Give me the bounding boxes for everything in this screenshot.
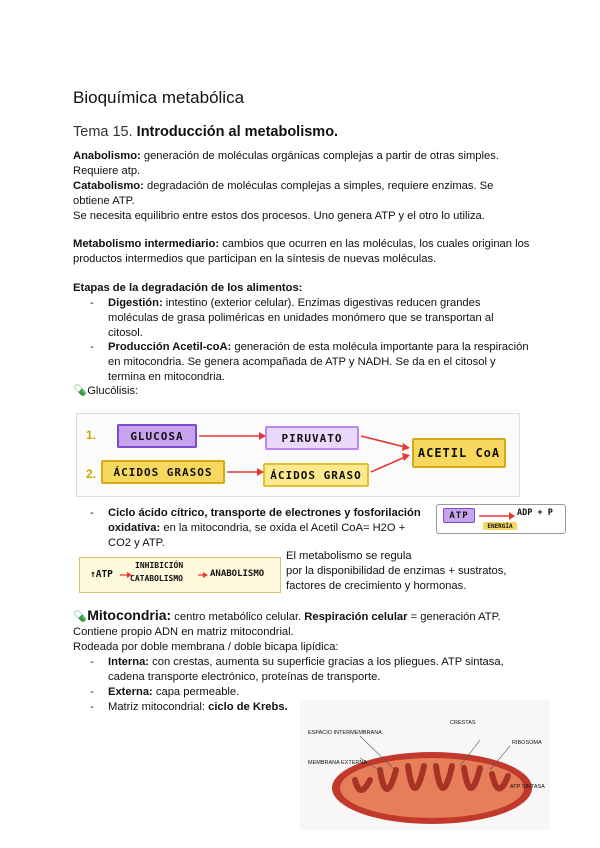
arrow-acidos-acetil <box>371 457 405 472</box>
interna-line-2: cadena transporte electrónico, proteínas de transporte. <box>108 671 381 683</box>
glucolisis-diagram <box>76 413 520 497</box>
acetil-coa-box: ACETIL CoA <box>412 438 506 468</box>
bullet-dash: - <box>90 507 94 519</box>
glucolisis-label: Glucólisis: <box>87 385 139 397</box>
glucolisis-line <box>73 384 138 400</box>
bullet-dash: - <box>90 701 94 713</box>
adp-label: ADP + P <box>517 508 553 518</box>
matriz-line <box>108 700 288 716</box>
ciclo-label-2: oxidativa: <box>108 522 161 534</box>
ciclo-line-1 <box>108 506 421 522</box>
mitocondria-text-2: = generación ATP. <box>407 611 501 623</box>
bullet-dash: - <box>90 297 94 309</box>
regula-text-1: El metabolismo se regula <box>286 550 412 562</box>
intermediario-text: cambios que ocurren en las moléculas, los cuales originan los <box>219 238 530 250</box>
regulation-diagram <box>79 557 281 593</box>
pill-icon: 💊︎ <box>73 611 88 623</box>
atp-arrow <box>477 509 517 523</box>
diagram-number-2: 2. <box>86 467 97 481</box>
catabolismo-label: Catabolismo: <box>73 180 144 192</box>
mito-label-ribosoma: RIBOSOMA <box>512 740 542 746</box>
document-title: Bioquímica metabólica <box>73 88 245 107</box>
ciclo-text-2: en la mitocondria, se oxida el Acetil CoA= H2O + <box>160 522 406 534</box>
energia-label: ENERGÍA <box>483 522 517 530</box>
ciclo-label-1: Ciclo ácido cítrico, transporte de electrones y fosforilación <box>108 507 421 519</box>
produccion-label: Producción Acetil-coA: <box>108 341 232 353</box>
acidos-graso-box: ÁCIDOS GRASO <box>263 463 369 487</box>
digestion-line <box>108 296 480 312</box>
interna-label: Interna: <box>108 656 150 668</box>
mito-label-atp-sintasa: ATP SINTASA <box>510 784 545 790</box>
matriz-label: ciclo de Krebs. <box>208 701 288 713</box>
anabolismo-text: generación de moléculas orgánicas complejas a partir de otras simples. <box>140 150 499 162</box>
regula-atp: ↑ATP <box>90 569 113 580</box>
digestion-line-3: citosol. <box>108 327 143 339</box>
intermediario-line-2: productos intermedios que participan en la síntesis de nuevas moléculas. <box>73 253 437 265</box>
produccion-line-2: en mitocondria. Se genera acompañada de ATP y NADH. Se da en el citosol y <box>108 356 496 368</box>
catabolismo-line <box>73 179 493 195</box>
mitocondria-adn: Contiene propio ADN en matriz mitocondrial. <box>73 626 294 638</box>
digestion-label: Digestión: <box>108 297 163 309</box>
ciclo-line-2 <box>108 521 405 537</box>
diagram-number-1: 1. <box>86 428 97 442</box>
mito-label-membrana-externa: MEMBRANA EXTERNA <box>308 760 367 766</box>
atp-label: ATP <box>443 508 475 523</box>
mitochondria-illustration <box>300 700 550 830</box>
bullet-dash: - <box>90 656 94 668</box>
anabolismo-line-2: Requiere atp. <box>73 165 141 177</box>
topic-prefix: Tema 15. <box>73 124 137 140</box>
arrow-piruvato-acetil <box>361 436 405 447</box>
mitocondria-membrana: Rodeada por doble membrana / doble bicapa lipídica: <box>73 641 339 653</box>
equilibrio-text: Se necesita equilibrio entre estos dos procesos. Uno genera ATP y el otro lo utiliza. <box>73 210 485 222</box>
externa-label: Externa: <box>108 686 153 698</box>
piruvato-box: PIRUVATO <box>265 426 359 450</box>
externa-line <box>108 685 239 701</box>
catabolismo-text: degradación de moléculas complejas a simples, requiere enzimas. Se <box>143 180 494 192</box>
matriz-text: Matriz mitocondrial: <box>108 701 209 713</box>
topic-heading <box>73 124 338 140</box>
etapas-heading <box>73 281 302 297</box>
regula-anabolismo: ANABOLISMO <box>210 569 265 579</box>
bullet-dash: - <box>90 341 94 353</box>
diagram-arrows <box>77 414 519 496</box>
mitocondria-title: Mitocondria: <box>87 607 172 623</box>
respiracion-label: Respiración celular <box>304 611 408 623</box>
anabolismo-line <box>73 149 499 165</box>
mito-label-crestas: CRESTAS <box>450 720 476 726</box>
interna-text: con crestas, aumenta su superficie gracias a los pliegues. ATP sintasa, <box>149 656 504 668</box>
regula-text-3: factores de crecimiento y hormonas. <box>286 580 467 592</box>
regula-inhibicion: INHIBICIÓN <box>135 561 184 570</box>
interna-line <box>108 655 504 671</box>
mito-label-espacio: ESPACIO INTERMEMBRANA <box>308 730 382 736</box>
intermediario-line <box>73 237 529 253</box>
regula-text-2: por la disponibilidad de enzimas + sustratos, <box>286 565 507 577</box>
anabolismo-label: Anabolismo: <box>73 150 141 162</box>
regula-catabolismo: CATABOLISMO <box>130 574 183 583</box>
mitocondria-line <box>73 608 501 626</box>
topic-title: Introducción al metabolismo. <box>136 124 339 140</box>
externa-text: capa permeable. <box>152 686 240 698</box>
produccion-line <box>108 340 529 356</box>
glucosa-box: GLUCOSA <box>117 424 197 448</box>
etapas-heading-text: Etapas de la degradación de los alimentos: <box>73 282 303 294</box>
acidos-grasos-box: ÁCIDOS GRASOS <box>101 460 225 484</box>
bullet-dash: - <box>90 686 94 698</box>
produccion-line-3: termina en mitocondria. <box>108 371 225 383</box>
intermediario-label: Metabolismo intermediario: <box>73 238 220 250</box>
digestion-text: intestino (exterior celular). Enzimas digestivas reducen grandes <box>162 297 481 309</box>
catabolismo-line-2: obtiene ATP. <box>73 195 135 207</box>
ciclo-line-3: CO2 y ATP. <box>108 537 165 549</box>
atp-diagram <box>436 504 566 534</box>
mitocondria-text-1: centro metabólico celular. <box>171 611 305 623</box>
produccion-text: generación de esta molécula importante para la respiración <box>231 341 529 353</box>
digestion-line-2: moléculas de grasa poliméricas en unidades monómero que se transportan al <box>108 312 494 324</box>
pill-icon: 💊︎ <box>73 385 88 397</box>
